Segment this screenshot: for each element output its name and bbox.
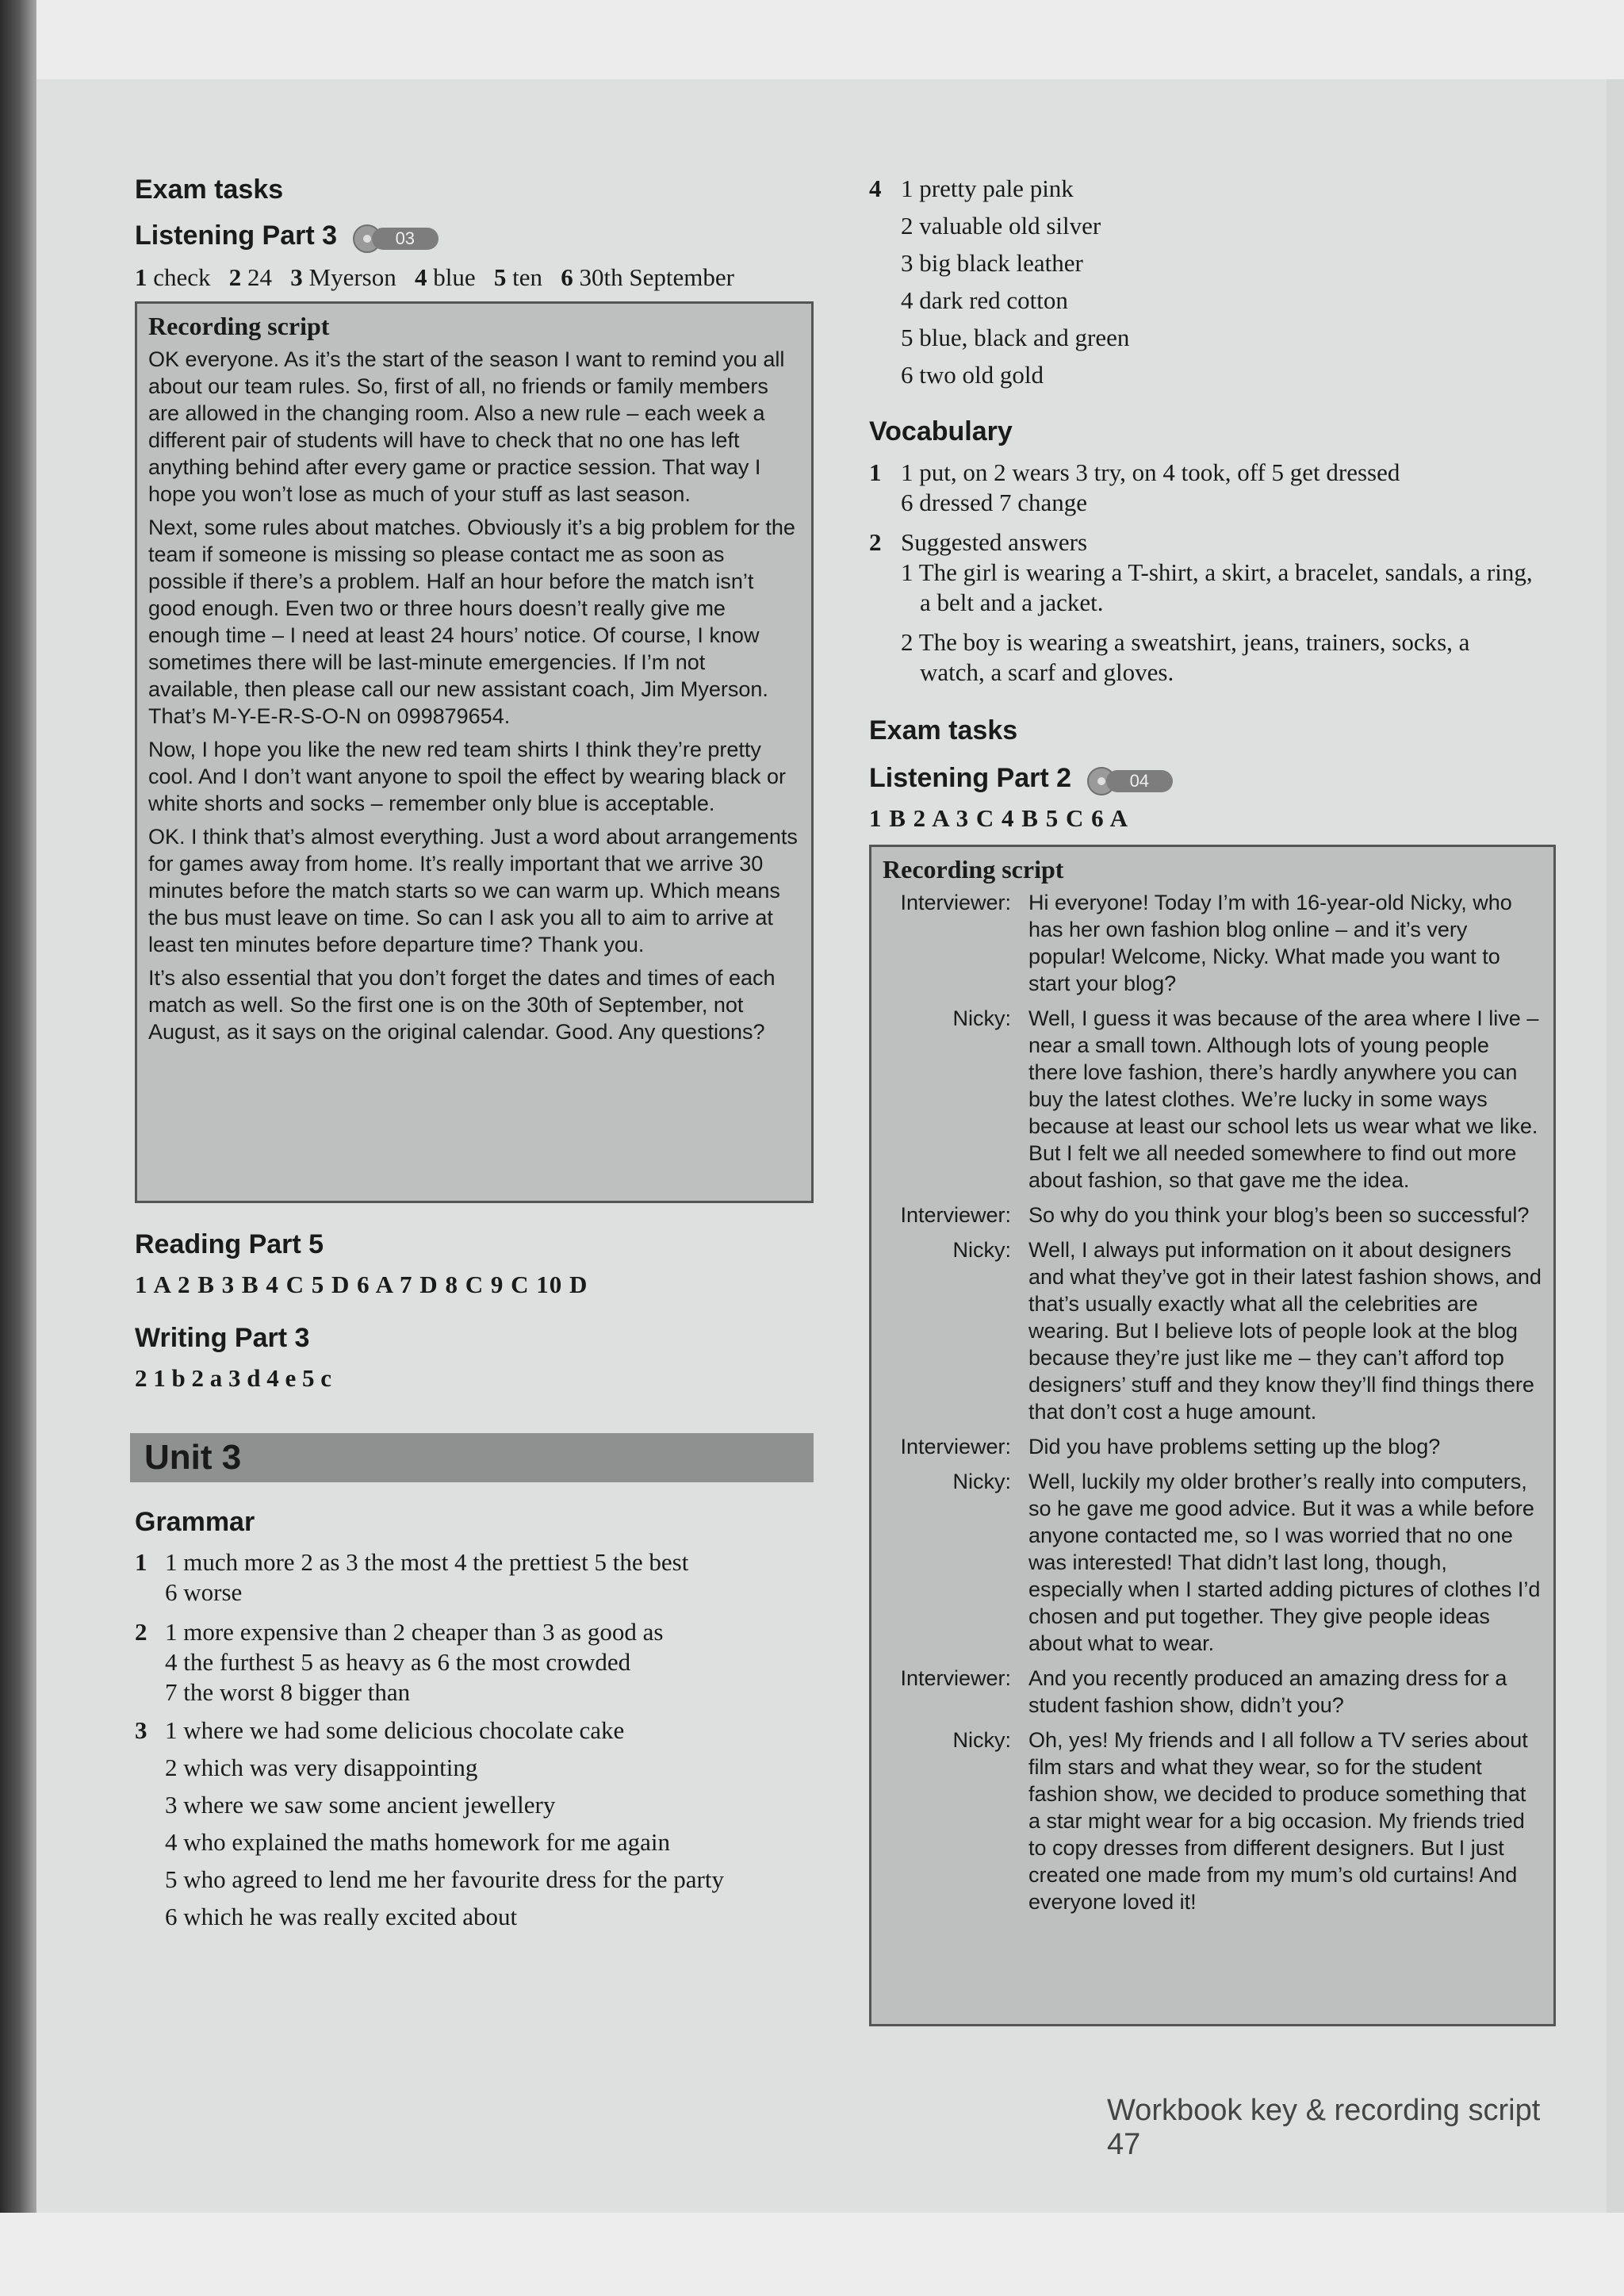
vocab-q1-line: 1 put, on 2 wears 3 try, on 4 took, off 5 get dressed xyxy=(901,458,1400,486)
writing-part3-answers: 2 1 b 2 a 3 d 4 e 5 c xyxy=(135,1364,331,1392)
grammar-q3-line: 6 which he was really excited about xyxy=(165,1903,518,1930)
script-paragraph: OK. I think that’s almost everything. Just a word about arrangements for games away from home. It’s really important that we arrive 30 minutes before the match starts so we can warm up. Which means the bus must leave on time. So can I ask you all to aim to arrive at least ten minutes before departure time? Thank you. xyxy=(148,825,798,956)
scan-top-margin xyxy=(0,0,1624,79)
vocab-q2-line: a belt and a jacket. xyxy=(920,588,1104,616)
vocabulary-heading: Vocabulary xyxy=(869,416,1013,447)
listening-part2-answers: 1 B 2 A 3 C 4 B 5 C 6 A xyxy=(869,804,1129,832)
left-column xyxy=(135,79,817,2213)
dialogue-turn: Interviewer: So why do you think your blog’s been so successful? xyxy=(900,1203,1530,1227)
exam-tasks-heading-right: Exam tasks xyxy=(869,715,1018,746)
reading-part5-answers: 1 A 2 B 3 B 4 C 5 D 6 A 7 D 8 C 9 C 10 D xyxy=(135,1271,588,1298)
listening-part3-heading: Listening Part 3 03 xyxy=(135,220,440,255)
recording-script-box-right xyxy=(869,845,1556,2026)
script-paragraph: It’s also essential that you don’t forget the dates and times of each match as well. So the first one is on the 30th of September, not August, as it says on the original calendar. Good. Any questions? xyxy=(148,966,776,1044)
grammar-heading: Grammar xyxy=(135,1507,255,1537)
script-paragraph: Next, some rules about matches. Obviously it’s a big problem for the team if someone is missing so please contact me as soon as possible if there’s a problem. Half an hour before the match isn’t good enough. Even two or three hours doesn’t really give me enough time – I need at least 24 hours’ notice. Of course, I know sometimes there will be last-minute emergencies. If I’m not available, then please call our new assistant coach, Jim Myerson. That’s M-Y-E-R-S-O-N on 099879654. xyxy=(148,516,795,728)
vocab-q2-line: 2 The boy is wearing a sweatshirt, jeans, trainers, socks, a xyxy=(901,628,1470,656)
dialogue-turn: Interviewer: Hi everyone! Today I’m with 16-year-old Nicky, who has her own fashion blog online – and it’s very popular! Welcome, Nicky. What made you want to start your blog? xyxy=(900,891,1512,995)
vocab-q1-number: 1 xyxy=(869,458,882,486)
grammar-q2-line: 4 the furthest 5 as heavy as 6 the most crowded xyxy=(165,1648,631,1676)
dialogue-turn: Nicky: Well, luckily my older brother’s really into computers, so he gave me good advice. But it was a while before anyone contacted me, so I was worried that no one was interested! That didn’t last long, though, especially when I started adding pictures of clothes I’d chosen and put together. They give people ideas about what to wear. xyxy=(952,1470,1541,1655)
unit-title-bar: Unit 3 xyxy=(130,1433,814,1482)
scan-bottom-margin xyxy=(0,2213,1624,2296)
grammar-q3-number: 3 xyxy=(135,1716,147,1744)
q4-line: 2 valuable old silver xyxy=(901,212,1101,240)
grammar-q2-number: 2 xyxy=(135,1618,147,1646)
page-number: 47 xyxy=(1107,2128,1141,2161)
grammar-q3-line: 1 where we had some delicious chocolate cake xyxy=(165,1716,625,1744)
grammar-q1-line: 6 worse xyxy=(165,1578,243,1606)
q4-number: 4 xyxy=(869,174,882,202)
grammar-q1-line: 1 much more 2 as 3 the most 4 the prettiest 5 the best xyxy=(165,1548,689,1576)
right-column xyxy=(869,79,1599,2213)
workbook-page xyxy=(36,79,1607,2213)
vocab-q2-number: 2 xyxy=(869,528,882,556)
recording-script-title: Recording script xyxy=(148,312,330,340)
listening-part3-answers: 1 check 2 24 3 Myerson 4 blue 5 ten 6 30th September xyxy=(135,263,734,291)
vocab-q2-line: watch, a scarf and gloves. xyxy=(920,658,1174,686)
dialogue-turn: Interviewer: And you recently produced an amazing dress for a student fashion show, didn’t you? xyxy=(900,1666,1507,1717)
grammar-q3-line: 4 who explained the maths homework for me again xyxy=(165,1828,671,1856)
recording-script-title: Recording script xyxy=(883,855,1064,884)
grammar-q1-number: 1 xyxy=(135,1548,147,1576)
exam-tasks-heading: Exam tasks xyxy=(135,174,284,205)
q4-line: 1 pretty pale pink xyxy=(901,174,1074,202)
grammar-q3-line: 5 who agreed to lend me her favourite dress for the party xyxy=(165,1865,724,1893)
page-footer xyxy=(1107,2094,1599,2162)
vocab-q2-label: Suggested answers xyxy=(901,528,1088,556)
reading-part5-heading: Reading Part 5 xyxy=(135,1229,324,1259)
audio-cd-icon: 04 xyxy=(1087,765,1174,797)
dialogue-turn: Nicky: Well, I guess it was because of the area where I live – near a small town. Although lots of young people there love fashion, there’s hardly anywhere you can buy the latest clothes. We’re lucky in some ways because at least our school lets us wear what we like. But I felt we all needed somewhere to find out more about fashion, so that gave me the idea. xyxy=(952,1006,1539,1192)
q4-line: 4 dark red cotton xyxy=(901,286,1068,314)
book-binding-shadow xyxy=(0,0,36,2296)
vocab-q1-line: 6 dressed 7 change xyxy=(901,489,1087,516)
q4-line: 6 two old gold xyxy=(901,361,1044,389)
grammar-q3-line: 3 where we saw some ancient jewellery xyxy=(165,1791,556,1819)
recording-script-box-left xyxy=(135,301,814,1203)
dialogue-turn: Interviewer: Did you have problems setting up the blog? xyxy=(900,1435,1441,1458)
vocab-q2-line: 1 The girl is wearing a T-shirt, a skirt, a bracelet, sandals, a ring, xyxy=(901,558,1533,586)
script-paragraph: Now, I hope you like the new red team shirts I think they’re pretty cool. And I don’t want anyone to spoil the effect by wearing black or white shorts and socks – remember only blue is acceptable. xyxy=(148,738,787,815)
audio-cd-icon: 03 xyxy=(353,223,440,255)
footer-label: Workbook key & recording script xyxy=(1107,2094,1541,2127)
q4-line: 5 blue, black and green xyxy=(901,324,1130,351)
grammar-q2-line: 7 the worst 8 bigger than xyxy=(165,1678,411,1706)
grammar-q2-line: 1 more expensive than 2 cheaper than 3 as good as xyxy=(165,1618,664,1646)
dialogue-turn: Nicky: Well, I always put information on it about designers and what they’ve got in their latest fashion shows, and that’s usually exactly what all the celebrities are wearing. But I believe lots of people look at the blog because they’re just like me – they can’t afford top designers’ stuff and they know they’ll find things there that don’t cost a huge amount. xyxy=(952,1238,1542,1424)
writing-part3-heading: Writing Part 3 xyxy=(135,1323,310,1353)
grammar-q3-line: 2 which was very disappointing xyxy=(165,1754,478,1781)
q4-line: 3 big black leather xyxy=(901,249,1083,277)
listening-part2-heading: Listening Part 2 04 xyxy=(869,763,1174,797)
dialogue-turn: Nicky: Oh, yes! My friends and I all follow a TV series about film stars and what they wear, so for the student fashion show, we decided to produce something that a star might wear for a big occasion. My friends tried to copy dresses from different designers. But I just created one made from my mum’s old curtains! And everyone loved it! xyxy=(952,1728,1528,1914)
script-paragraph: OK everyone. As it’s the start of the season I want to remind you all about our team rules. So, first of all, no friends or family members are allowed in the changing room. Also a new rule – each week a different pair of students will have to check that no one has left anything behind after every game or practice session. That way I hope you won’t lose as much of your stuff as last season. xyxy=(148,347,785,506)
